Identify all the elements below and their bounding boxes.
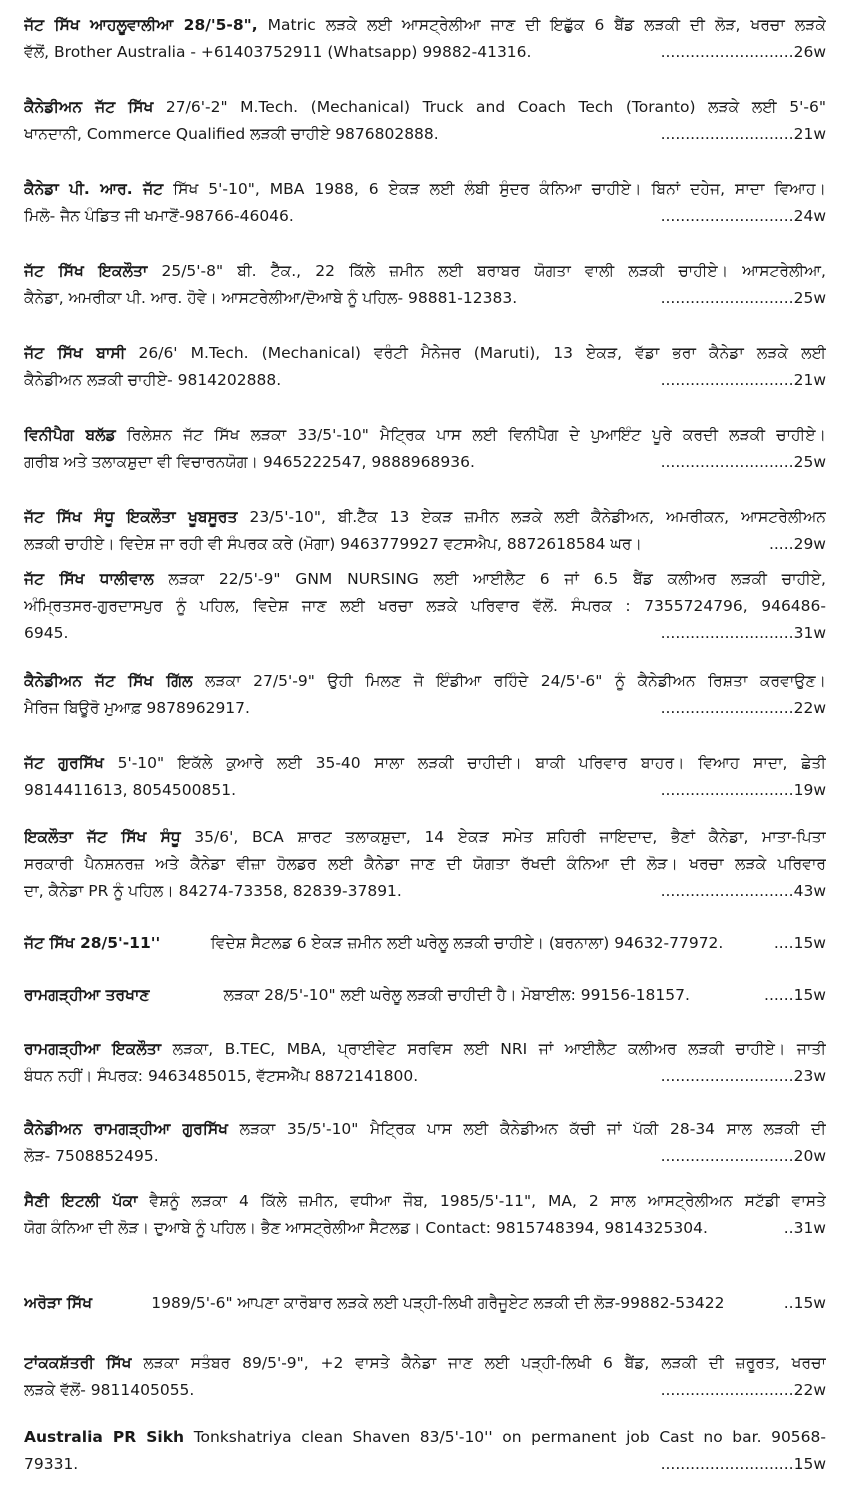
ad-line (24, 258, 826, 285)
ad-lead: ਜੱਟ ਸਿੱਖ ਸੰਧੂ ਇਕਲੌਤਾ ਖੂਬਸੂਰਤ (24, 508, 238, 526)
ad-line (24, 1143, 826, 1170)
ad-line (24, 1116, 826, 1143)
ad-line (24, 504, 826, 531)
ad-lead: ਕੈਨੇਡੀਅਨ ਰਾਮਗੜ੍ਹੀਆ ਗੁਰਸਿੱਖ (24, 1120, 228, 1138)
ad-text: ਰਿਲੇਸ਼ਨ ਜੱਟ ਸਿੱਖ ਲੜਕਾ 33/5'-10" ਮੈਟ੍ਰਿਕ ਪਾਸ ਲਈ ਵਿਨੀਪੈਗ ਦੇ ਪੁਆਇੰਟ ਪੂਰੇ ਕਰਦੀ ਲੜਕੀ ਚਾਹੀਏ। (126, 426, 826, 444)
ad-code: ..31w (783, 1219, 826, 1237)
ad-text: ਲੜਕਾ 27/5'-9" ਉਹੀ ਮਿਲਣ ਜੋ ਇੰਡੀਆ ਰਹਿੰਦੇ 24/5'-6" ਨੂੰ ਕੈਨੇਡੀਅਨ ਰਿਸ਼ਤਾ ਕਰਵਾਉਣ। (205, 672, 826, 690)
ad-code: ...........................26w (660, 43, 826, 61)
ad-line (24, 340, 826, 367)
ad-text: ਲੜਕਾ 35/5'-10" ਮੈਟ੍ਰਿਕ ਪਾਸ ਲਈ ਕੈਨੇਡੀਅਨ ਕੱਚੀ ਜਾਂ ਪੱਕੀ 28-34 ਸਾਲ ਲੜਕੀ ਦੀ (239, 1120, 826, 1138)
ad-line (24, 285, 826, 312)
ad-text: 6945. (24, 624, 69, 642)
ad-code: ..15w (783, 1294, 826, 1312)
ad-text: ਵੱਲੋਂ, Brother Australia - +61403752911 (Whatsapp) 99882-41316. (24, 43, 532, 61)
ad-text: ਯੋਗ ਕੰਨਿਆ ਦੀ ਲੋੜ। ਦੁਆਬੇ ਨੂੰ ਪਹਿਲ। ਭੈਣ ਆਸਟ੍ਰੇਲੀਆ ਸੈਟਲਡ। Contact: 9815748394, 9814325304. (24, 1219, 708, 1237)
ad-lead: ਅਰੋੜਾ ਸਿੱਖ (24, 1294, 93, 1312)
ad-code: ...........................25w (660, 453, 826, 471)
ad-line (24, 566, 826, 593)
ad-line (24, 878, 826, 905)
ad-entry (24, 668, 826, 722)
ad-text: ਲੜਕਾ, B.TEC, MBA, ਪ੍ਰਾਈਵੇਟ ਸਰਵਿਸ ਲਈ NRI ਜਾਂ ਆਈਲੈਟ ਕਲੀਅਰ ਲੜਕੀ ਚਾਹੀਏ। ਜਾਤੀ (172, 1040, 826, 1058)
ad-code: ...........................19w (660, 781, 826, 799)
ad-text: ਕੈਨੇਡੀਅਨ ਲੜਕੀ ਚਾਹੀਏ- 9814202888. (24, 371, 282, 389)
ad-code: .....29w (768, 535, 826, 553)
ad-text: ਮੈਰਿਜ ਬਿਊਰੋ ਮੁਆਫ਼ 9878962917. (24, 699, 250, 717)
ad-line (24, 1350, 826, 1377)
ad-line (24, 668, 826, 695)
ad-entry (24, 566, 826, 647)
ad-text: ਦਾ, ਕੈਨੇਡਾ PR ਨੂੰ ਪਹਿਲ। 84274-73358, 82839-37891. (24, 882, 402, 900)
ad-lead: ਸੈਣੀ ਇਟਲੀ ਪੱਕਾ (24, 1192, 138, 1210)
ad-entry (24, 258, 826, 312)
ad-line (24, 176, 826, 203)
ad-text: 27/6'-2" M.Tech. (Mechanical) Truck and Coach Tech (Toranto) ਲੜਕੇ ਲਈ 5'-6" (165, 98, 826, 116)
ad-code: ...........................43w (660, 882, 826, 900)
ad-text: ਲੋੜ- 7508852495. (24, 1147, 159, 1165)
ad-lead: ਜੱਟ ਸਿੱਖ ਧਾਲੀਵਾਲ (24, 570, 154, 588)
ad-lead: ਜੱਟ ਸਿੱਖ ਆਹਲੂਵਾਲੀਆ 28/'5-8", (24, 16, 258, 34)
ad-text: 79331. (24, 1455, 79, 1473)
ad-code: ...........................22w (660, 1381, 826, 1399)
ad-text: ਲੜਕਾ 22/5'-9" GNM NURSING ਲਈ ਆਈਲੈਟ 6 ਜਾਂ 6.5 ਬੈਂਡ ਕਲੀਅਰ ਲੜਕੀ ਚਾਹੀਏ, (168, 570, 826, 588)
ad-line (24, 1188, 826, 1215)
ad-entry (24, 824, 826, 905)
ad-text: ਲੜਕੀ ਚਾਹੀਏ। ਵਿਦੇਸ਼ ਜਾ ਰਹੀ ਵੀ ਸੰਪਰਕ ਕਰੇ (ਮੋਗਾ) 9463779927 ਵਟਸਐਪ, 8872618584 ਘਰ। (24, 535, 642, 553)
ad-entry (24, 1424, 826, 1478)
ad-line (24, 1036, 826, 1063)
ad-entry (24, 12, 826, 66)
ad-line (24, 593, 826, 620)
ad-text: ਕੈਨੇਡਾ, ਅਮਰੀਕਾ ਪੀ. ਆਰ. ਹੋਵੇ। ਆਸਟਰੇਲੀਆ/ਦੋਆਬੇ ਨੂੰ ਪਹਿਲ- 98881-12383. (24, 289, 518, 307)
ad-lead: ਕੈਨੇਡਾ ਪੀ. ਆਰ. ਜੱਟ (24, 180, 164, 198)
ad-entry (24, 930, 826, 957)
ad-code: ...........................20w (660, 1147, 826, 1165)
ad-entry (24, 1290, 826, 1317)
ad-code: ....15w (773, 934, 826, 952)
ad-code: ...........................31w (660, 624, 826, 642)
ad-code: ...........................23w (660, 1067, 826, 1085)
ad-line (24, 121, 826, 148)
ad-line (24, 777, 826, 804)
ad-line (24, 750, 826, 777)
ad-line (24, 851, 826, 878)
ad-entry (24, 504, 826, 558)
ad-text: ਖਾਨਦਾਨੀ, Commerce Qualified ਲੜਕੀ ਚਾਹੀਏ 9876802888. (24, 125, 439, 143)
ad-code: ...........................21w (660, 125, 826, 143)
ad-entry (24, 176, 826, 230)
ad-text: ਮਿਲੋ- ਜੈਨ ਪੰਡਿਤ ਜੀ ਖਮਾਣੋਂ-98766-46046. (24, 207, 294, 225)
ad-code: ...........................25w (660, 289, 826, 307)
ad-line (24, 1424, 826, 1451)
ad-text: 1989/5'-6" ਆਪਣਾ ਕਾਰੋਬਾਰ ਲੜਕੇ ਲਈ ਪੜ੍ਹੀ-ਲਿਖੀ ਗਰੈਜੂਏਟ ਲੜਕੀ ਦੀ ਲੋੜ-99882-53422 (151, 1294, 725, 1312)
ad-text: 23/5'-10", ਬੀ.ਟੈੱਕ 13 ਏਕੜ ਜ਼ਮੀਨ ਲੜਕੇ ਲਈ ਕੈਨੇਡੀਅਨ, ਅਮਰੀਕਨ, ਆਸਟਰੇਲੀਅਨ (249, 508, 826, 526)
ad-entry (24, 94, 826, 148)
ad-line (24, 367, 826, 394)
ad-line (24, 982, 826, 1009)
ad-entry (24, 422, 826, 476)
ad-line (24, 422, 826, 449)
ad-text: ਵਿਦੇਸ਼ ਸੈਟਲਡ 6 ਏਕੜ ਜ਼ਮੀਨ ਲਈ ਘਰੇਲੂ ਲੜਕੀ ਚਾਹੀਏ। (ਬਰਨਾਲਾ) 94632-77972. (210, 934, 724, 952)
ad-lead: ਜੱਟ ਗੁਰਸਿੱਖ (24, 754, 104, 772)
ad-entry (24, 1116, 826, 1170)
ad-line (24, 930, 826, 957)
ad-line (24, 531, 826, 558)
ad-text: Tonkshatriya clean Shaven 83/5'-10'' on permanent job Cast no bar. 90568- (193, 1428, 826, 1446)
ad-lead: ਰਾਮਗੜ੍ਹੀਆ ਤਰਖਾਣ (24, 986, 150, 1004)
ad-text: 35/6', BCA ਸ਼ਾਰਟ ਤਲਾਕਸ਼ੁਦਾ, 14 ਏਕੜ ਸਮੇਤ ਸ਼ਹਿਰੀ ਜਾਇਦਾਦ, ਭੈਣਾਂ ਕੈਨੇਡਾ, ਮਾਤਾ-ਪਿਤਾ (194, 828, 826, 846)
ad-lead: ਵਿਨੀਪੈਗ ਬਲੱਡ (24, 426, 116, 444)
ad-entry (24, 340, 826, 394)
ad-entry (24, 1350, 826, 1404)
ad-line (24, 1451, 826, 1478)
ad-text: ਵੈਸ਼ਨੂੰ ਲੜਕਾ 4 ਕਿੱਲੇ ਜ਼ਮੀਨ, ਵਧੀਆ ਜੌਬ, 1985/5'-11", MA, 2 ਸਾਲ ਆਸਟ੍ਰੇਲੀਅਨ ਸਟੱਡੀ ਵਾਸਤੇ (149, 1192, 826, 1210)
ad-entry (24, 750, 826, 804)
ad-text: ਸਿੱਖ 5'-10", MBA 1988, 6 ਏਕੜ ਲਈ ਲੰਬੀ ਸੁੰਦਰ ਕੰਨਿਆ ਚਾਹੀਏ। ਬਿਨਾਂ ਦਹੇਜ, ਸਾਦਾ ਵਿਆਹ। (173, 180, 826, 198)
ad-lead: ਜੱਟ ਸਿੱਖ 28/5'-11'' (24, 934, 161, 952)
ad-text: ਲੜਕਾ ਸਤੰਬਰ 89/5'-9", +2 ਵਾਸਤੇ ਕੈਨੇਡਾ ਜਾਣ ਲਈ ਪੜ੍ਹੀ-ਲਿਖੀ 6 ਬੈਂਡ, ਲੜਕੀ ਦੀ ਜ਼ਰੂਰਤ, ਖਰਚਾ (143, 1354, 826, 1372)
ad-line (24, 620, 826, 647)
ad-text: 25/5'-8" ਬੀ. ਟੈੱਕ., 22 ਕਿੱਲੇ ਜ਼ਮੀਨ ਲਈ ਬਰਾਬਰ ਯੋਗਤਾ ਵਾਲੀ ਲੜਕੀ ਚਾਹੀਏ। ਆਸਟਰੇਲੀਆ, (161, 262, 826, 280)
ad-text: Matric ਲੜਕੇ ਲਈ ਆਸਟ੍ਰੇਲੀਆ ਜਾਣ ਦੀ ਇਛੁੱਕ 6 ਬੈਂਡ ਲੜਕੀ ਦੀ ਲੋੜ, ਖਰਚਾ ਲੜਕੇ (267, 16, 826, 34)
ad-text: ਲੜਕੇ ਵੱਲੋਂ- 9811405055. (24, 1381, 195, 1399)
ad-line (24, 695, 826, 722)
ad-code: ...........................22w (660, 699, 826, 717)
ad-lead: Australia PR Sikh (24, 1428, 185, 1446)
ad-lead: ਟਾਂਕਕਸ਼ੱਤਰੀ ਸਿੱਖ (24, 1354, 132, 1372)
ad-text: ਬੰਧਨ ਨਹੀਂ। ਸੰਪਰਕ: 9463485015, ਵੱਟਸਐੱਪ 8872141800. (24, 1067, 419, 1085)
ad-code: ...........................21w (660, 371, 826, 389)
ad-text: ਲੜਕਾ 28/5'-10" ਲਈ ਘਰੇਲੂ ਲੜਕੀ ਚਾਹੀਦੀ ਹੈ। ਮੋਬਾਈਲ: 99156-18157. (223, 986, 690, 1004)
ad-line (24, 824, 826, 851)
ad-line (24, 1215, 826, 1242)
ad-text: 26/6' M.Tech. (Mechanical) ਵਰੰਟੀ ਮੈਨੇਜਰ (Maruti), 13 ਏਕੜ, ਵੱਡਾ ਭਰਾ ਕੈਨੇਡਾ ਲੜਕੇ ਲਈ (138, 344, 826, 362)
ad-line (24, 1063, 826, 1090)
ad-line (24, 94, 826, 121)
ad-lead: ਜੱਟ ਸਿੱਖ ਬਾਸੀ (24, 344, 126, 362)
ad-text: 9814411613, 8054500851. (24, 781, 237, 799)
ad-entry (24, 1188, 826, 1242)
ad-lead: ਕੈਨੇਡੀਅਨ ਜੱਟ ਸਿੱਖ (24, 98, 154, 116)
ad-lead: ਰਾਮਗੜ੍ਹੀਆ ਇਕਲੌਤਾ (24, 1040, 162, 1058)
ad-code: ......15w (764, 986, 826, 1004)
ad-entry (24, 1036, 826, 1090)
ad-lead: ਜੱਟ ਸਿੱਖ ਇਕਲੌਤਾ (24, 262, 148, 280)
ad-line (24, 39, 826, 66)
ad-line (24, 203, 826, 230)
ad-text: 5'-10" ਇਕੱਲੇ ਕੁਆਰੇ ਲਈ 35-40 ਸਾਲਾ ਲੜਕੀ ਚਾਹੀਦੀ। ਬਾਕੀ ਪਰਿਵਾਰ ਬਾਹਰ। ਵਿਆਹ ਸਾਦਾ, ਛੇਤੀ (117, 754, 826, 772)
ad-line (24, 1290, 826, 1317)
ad-lead: ਕੈਨੇਡੀਅਨ ਜੱਟ ਸਿੱਖ ਗਿੱਲ (24, 672, 193, 690)
ad-code: ...........................24w (660, 207, 826, 225)
ad-line (24, 449, 826, 476)
ad-code: ...........................15w (660, 1455, 826, 1473)
ad-lead: ਇਕਲੌਤਾ ਜੱਟ ਸਿੱਖ ਸੰਧੂ (24, 828, 181, 846)
ad-text: ਸਰਕਾਰੀ ਪੈਨਸ਼ਨਰਜ਼ ਅਤੇ ਕੈਨੇਡਾ ਵੀਜ਼ਾ ਹੋਲਡਰ ਲਈ ਕੈਨੇਡਾ ਜਾਣ ਦੀ ਯੋਗਤਾ ਰੱਖਦੀ ਕੰਨਿਆ ਦੀ ਲੋੜ। ਖਰਚਾ ਲੜਕੇ ਪਰਿਵਾਰ (24, 855, 826, 873)
ad-line (24, 12, 826, 39)
ad-text: ਗਰੀਬ ਅਤੇ ਤਲਾਕਸ਼ੁਦਾ ਵੀ ਵਿਚਾਰਨਯੋਗ। 9465222547, 9888968936. (24, 453, 475, 471)
ad-entry (24, 982, 826, 1009)
ad-text: ਅੰਮ੍ਰਿਤਸਰ-ਗੁਰਦਾਸਪੁਰ ਨੂੰ ਪਹਿਲ, ਵਿਦੇਸ਼ ਜਾਣ ਲਈ ਖਰਚਾ ਲੜਕੇ ਪਰਿਵਾਰ ਵੱਲੋਂ. ਸੰਪਰਕ : 7355724796, 946486- (24, 597, 826, 615)
ad-line (24, 1377, 826, 1404)
